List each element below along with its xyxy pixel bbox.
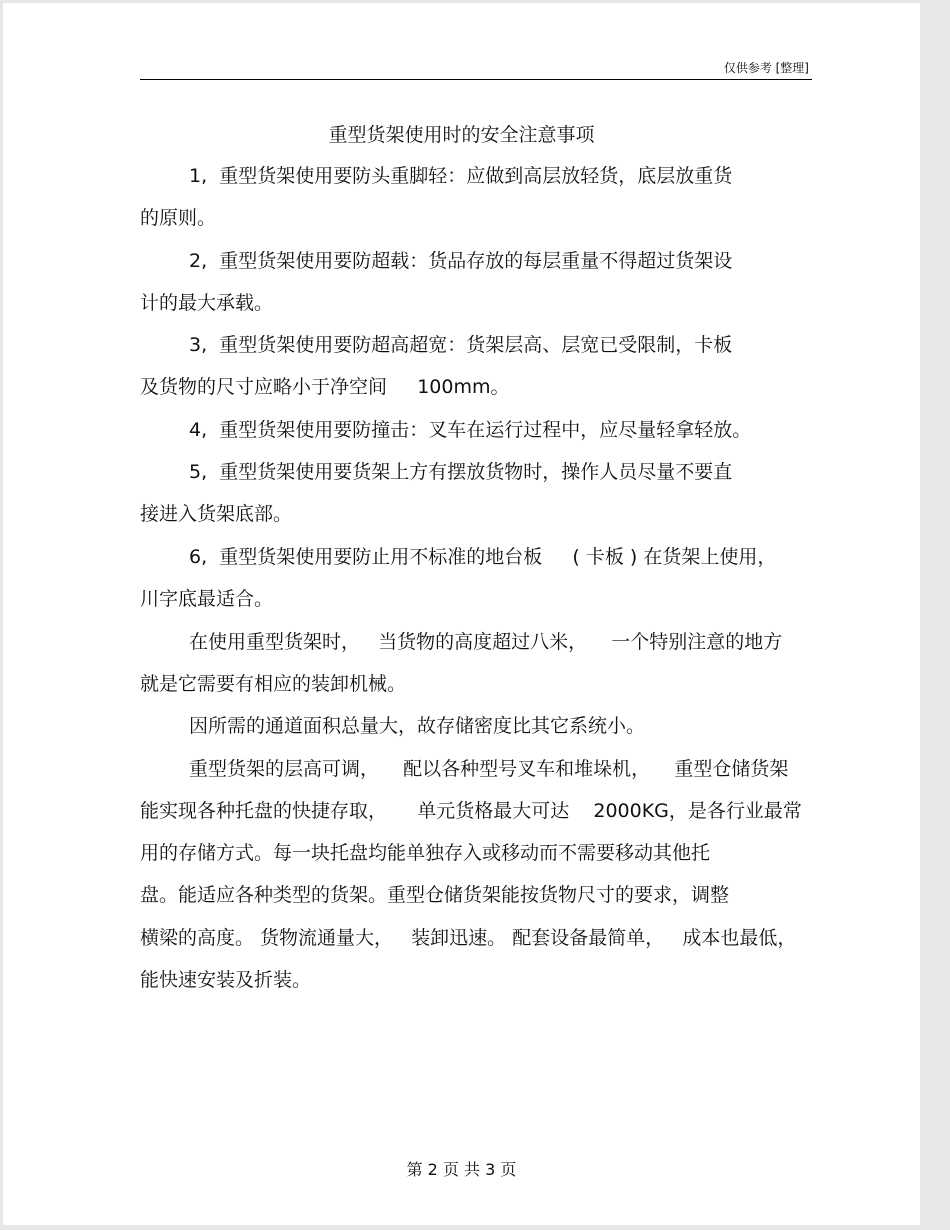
paragraph-line: 6, 重型货架使用要防止用不标准的地台板 ( 卡板 ) 在货架上使用，: [189, 546, 777, 568]
paragraph-line: 接进入货架底部。: [140, 503, 293, 525]
paragraph-line: 重型货架的层高可调， 配以各种型号叉车和堆垛机， 重型仓储货架: [189, 758, 789, 780]
document-page: [3, 3, 920, 1225]
document-title: 重型货架使用时的安全注意事项: [328, 124, 595, 146]
paragraph-line: 4, 重型货架使用要防撞击：叉车在运行过程中，应尽量轻拿轻放。: [189, 419, 752, 441]
paragraph-line: 用的存储方式。每一块托盘均能单独存入或移动而不需要移动其他托: [140, 842, 711, 864]
paragraph-line: 的原则。: [140, 207, 217, 229]
paragraph-line: 在使用重型货架时， 当货物的高度超过八米， 一个特别注意的地方: [189, 631, 783, 653]
paragraph-line: 3, 重型货架使用要防超高超宽：货架层高、层宽已受限制，卡板: [189, 334, 733, 356]
header-divider: [140, 79, 812, 80]
paragraph-line: 能实现各种托盘的快捷存取， 单元货格最大可达 2000KG，是各行业最常: [140, 800, 802, 822]
page-number: 第 2 页 共 3 页: [406, 1160, 517, 1179]
paragraph-line: 盘。能适应各种类型的货架。重型仓储货架能按货物尺寸的要求，调整: [140, 884, 730, 906]
paragraph-line: 计的最大承载。: [140, 292, 274, 314]
paragraph-line: 横梁的高度。 货物流通量大， 装卸迅速。 配套设备最简单， 成本也最低，: [140, 927, 797, 949]
header-note: 仅供参考 [整理]: [723, 61, 809, 75]
paragraph-line: 能快速安装及折装。: [140, 969, 312, 991]
paragraph-line: 1, 重型货架使用要防头重脚轻：应做到高层放轻货，底层放重货: [189, 165, 733, 187]
paragraph-line: 川字底最适合。: [140, 588, 274, 610]
paragraph-line: 5, 重型货架使用要货架上方有摆放货物时，操作人员尽量不要直: [189, 461, 733, 483]
paragraph-line: 就是它需要有相应的装卸机械。: [140, 673, 407, 695]
paragraph-line: 及货物的尺寸应略小于净空间 100mm。: [140, 376, 510, 398]
paragraph-line: 2, 重型货架使用要防超载：货品存放的每层重量不得超过货架设: [189, 250, 733, 272]
paragraph-line: 因所需的通道面积总量大，故存储密度比其它系统小。: [189, 715, 646, 737]
